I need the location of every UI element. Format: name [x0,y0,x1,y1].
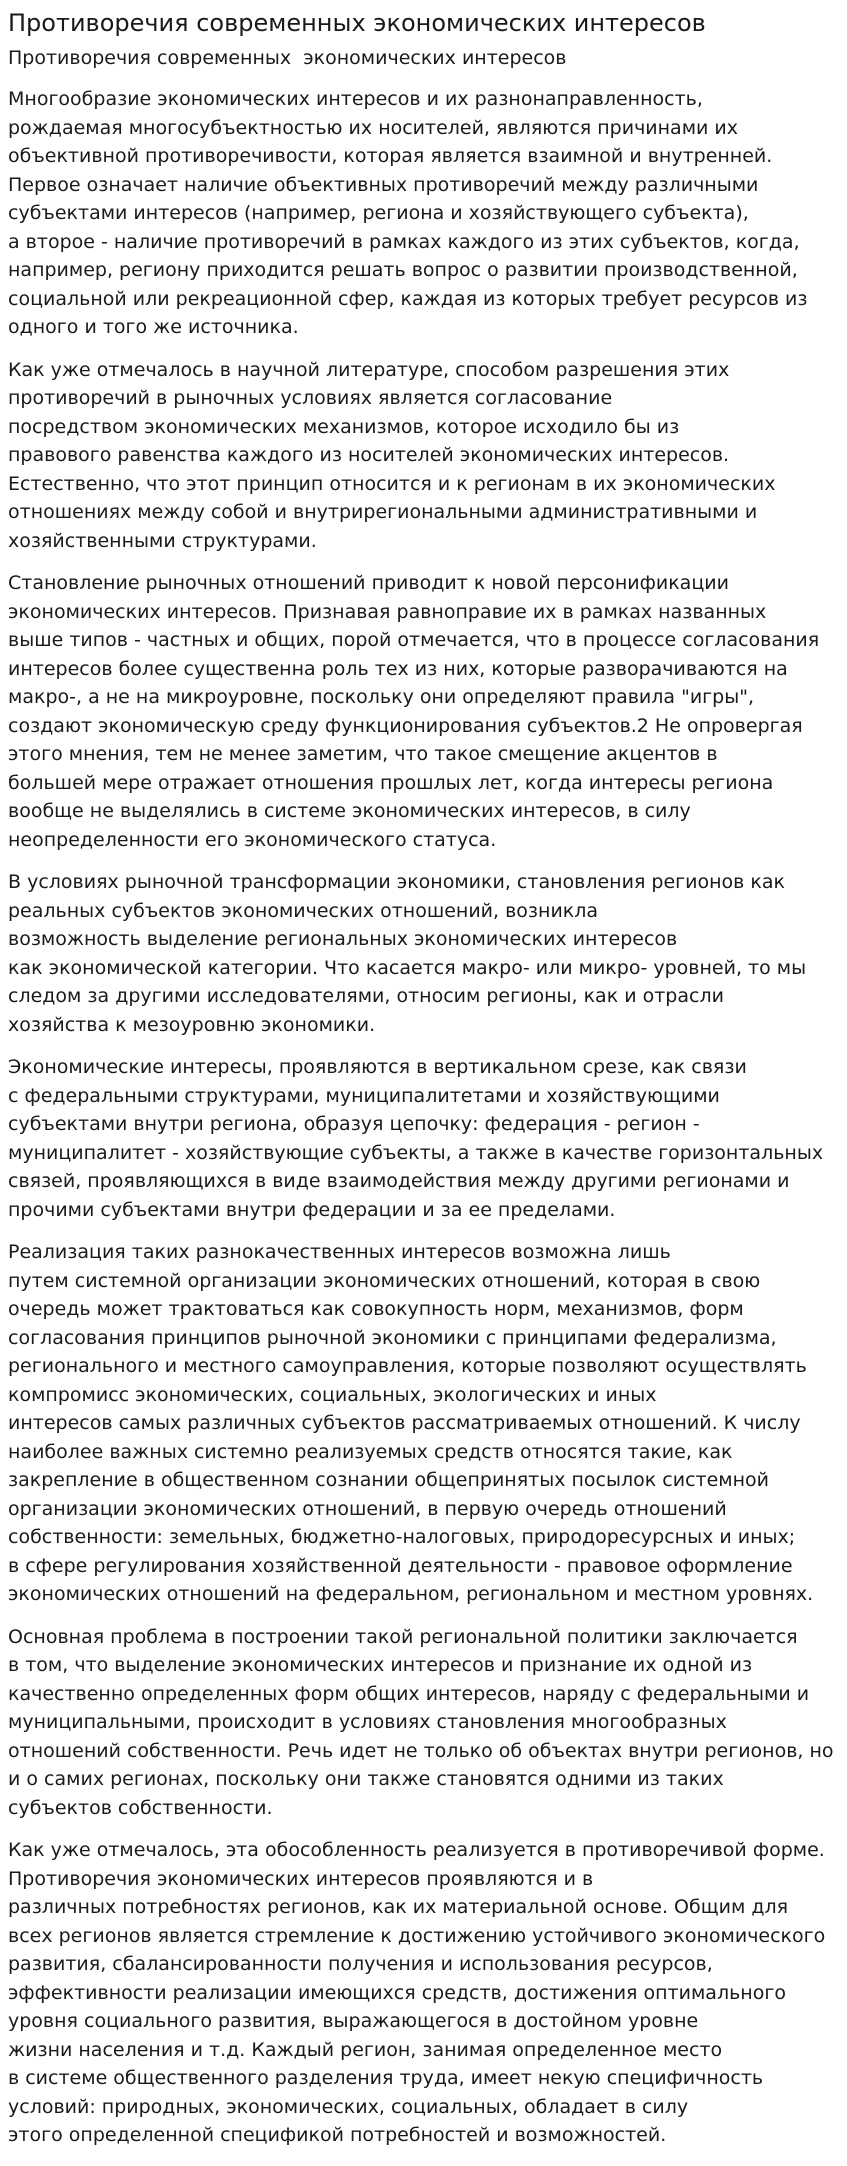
paragraph-3: Становление рыночных отношений приводит к новой персонификации экономических интересов. Признавая равноправие их в рамках названных выше типов - частных и общих, порой отмечается, что в процессе согласования интересов более существенна роль тех из них, которые разворачиваются на макро-, а не на микроуровне, поскольку они определяют правила "игры", создают экономическую среду функционирования субъектов.2 Не опровергая этого мнения, тем не менее заметим, что такое смещение акцентов в большей мере отражает отношения прошлых лет, когда интересы региона вообще не выделялись в системе экономических интересов, в силу неопределенности его экономического статуса. [8,572,820,851]
paragraph-8: Как уже отмечалось, эта обособленность реализуется в противоречивой форме. Противоречия экономических интересов проявляются и в различных потребностях регионов, как их материальной основе. Общим для всех регионов является стремление к достижению устойчивого экономического развития, сбалансированности получения и использования ресурсов, эффективности реализации имеющихся средств, достижения оптимального уровня социального развития, выражающегося в достойном уровне жизни населения и т.д. Каждый регион, занимая определенное место в системе общественного разделения труда, имеет некую специфичность условий: природных, экономических, социальных, обладает в силу этого определенной спецификой потребностей и возможностей. [8,1839,826,2146]
page-title: Противоречия современных экономических интересов [8,9,706,37]
paragraph-5: Экономические интересы, проявляются в вертикальном срезе, как связи с федеральными структурами, муниципалитетами и хозяйствующими субъектами внутри региона, образуя цепочку: федерация - регион - муниципалитет - хозяйствующие субъекты, а также в качестве горизонтальных связей, проявляющихся в виде взаимодействия между другими регионами и прочими субъектами внутри федерации и за ее пределами. [8,1056,824,1221]
paragraph-7: Основная проблема в построении такой региональной политики заключается в том, что выделение экономических интересов и признание их одной из качественно определенных форм общих интересов, наряду с федеральными и муниципальными, происходит в условиях становления многообразных отношений собственности. Речь идет не только об объектах внутри регионов, но и о самих регионах, поскольку они также становятся одними из таких субъектов собственности. [8,1625,834,1819]
paragraph-4: В условиях рыночной трансформации экономики, становления регионов как реальных субъектов экономических отношений, возникла возможность выделение региональных экономических интересов как экономической категории. Что касается макро- или микро- уровней, то мы следом за другими исследователями, относим регионы, как и отрасли хозяйства к мезоуровню экономики. [8,871,807,1036]
paragraph-2: Как уже отмечалось в научной литературе, способом разрешения этих противоречий в рыночных условиях является согласование посредством экономических механизмов, которое исходило бы из правового равенства каждого из носителей экономических интересов. Естественно, что этот принцип относится и к регионам в их экономических отношениях между собой и внутрирегиональными административными и хозяйственными структурами. [8,358,776,552]
article-subtitle: Противоречия современных экономических интересов [8,47,567,69]
paragraph-6: Реализация таких разнокачественных интересов возможна лишь путем системной организации экономических отношений, которая в свою очередь может трактоваться как совокупность норм, механизмов, форм согласования принципов рыночной экономики с принципами федерализма, регионального и местного самоуправления, которые позволяют осуществлять компромисс экономических, социальных, экологических и иных интересов самых различных субъектов рассматриваемых отношений. К числу наиболее важных системно реализуемых средств относятся такие, как закрепление в общественном сознании общепринятых посылок системной организации экономических отношений, в первую очередь отношений собственности: земельных, бюджетно-налоговых, природоресурсных и иных; в сфере регулирования хозяйственной деятельности - правовое оформление экономических отношений на федеральном, региональном и местном уровнях. [8,1241,814,1605]
paragraph-1: Многообразие экономических интересов и их разнонаправленность, рождаемая многосубъектностью их носителей, являются причинами их объективной противоречивости, которая является взаимной и внутренней. Первое означает наличие объективных противоречий между различными субъектами интересов (например, региона и хозяйствующего субъекта), а второе - наличие противоречий в рамках каждого из этих субъектов, когда, например, региону приходится решать вопрос о развитии производственной, социальной или рекреационной сфер, каждая из которых требует ресурсов из одного и того же источника. [8,88,808,338]
